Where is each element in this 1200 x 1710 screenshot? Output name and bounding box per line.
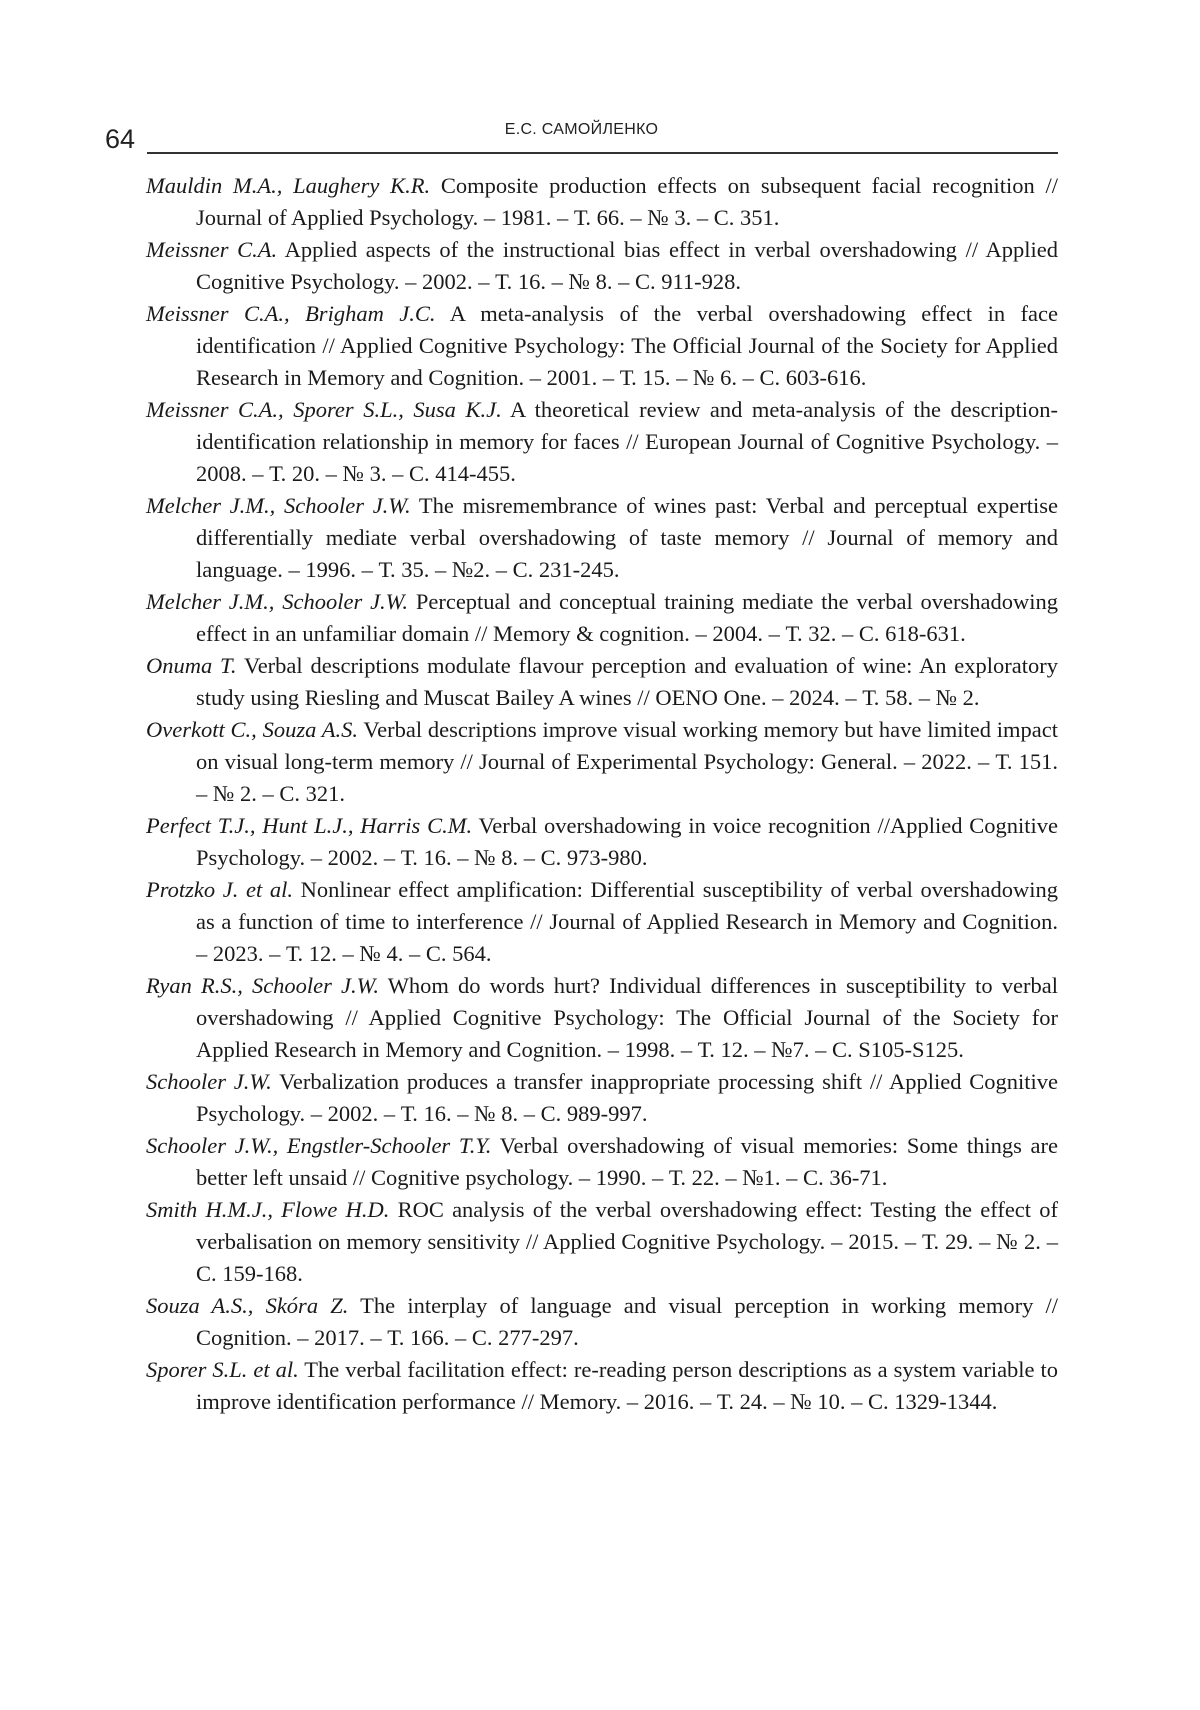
reference-list: [146, 170, 1058, 1418]
reference-authors: Melcher J.M., Schooler J.W.: [146, 589, 408, 614]
reference-item: [146, 810, 1058, 874]
reference-text: Verbal overshadowing in voice recognition //Applied Cognitive Psychology. – 2002. – Т. 16. – № 8. – С. 973-980.: [196, 813, 1058, 870]
reference-authors: Melcher J.M., Schooler J.W.: [146, 493, 411, 518]
reference-authors: Schooler J.W., Engstler-Schooler T.Y.: [146, 1133, 492, 1158]
reference-authors: Protzko J. et al.: [146, 877, 294, 902]
reference-text: A meta-analysis of the verbal overshadowing effect in face identification // Applied Cognitive Psychology: The Official Journal of the Society for Applied Research in Memory and Cognition. – 2001. – Т. 15. – № 6. – С. 603-616.: [196, 301, 1058, 390]
reference-item: [146, 874, 1058, 970]
reference-authors: Meissner C.A.: [146, 237, 278, 262]
reference-text: Verbalization produces a transfer inappropriate processing shift // Applied Cognitive Psychology. – 2002. – Т. 16. – № 8. – С. 989-997.: [196, 1069, 1059, 1126]
reference-authors: Ryan R.S., Schooler J.W.: [146, 973, 379, 998]
reference-text: A theoretical review and meta-analysis of the description-identification relationship in memory for faces // European Journal of Cognitive Psychology. – 2008. – Т. 20. – № 3. – С. 414-455.: [196, 397, 1058, 486]
reference-text: Verbal descriptions improve visual working memory but have limited impact on visual long-term memory // Journal of Experimental Psychology: General. – 2022. – Т. 151. – № 2. – С. 321.: [196, 717, 1058, 806]
reference-item: [146, 586, 1058, 650]
reference-authors: Schooler J.W.: [146, 1069, 272, 1094]
reference-text: Verbal overshadowing of visual memories: Some things are better left unsaid // Cognitive psychology. – 1990. – Т. 22. – №1. – С. 36-71.: [196, 1133, 1058, 1190]
reference-item: [146, 714, 1058, 810]
reference-authors: Perfect T.J., Hunt L.J., Harris C.M.: [146, 813, 473, 838]
reference-item: [146, 1066, 1058, 1130]
page-header: [105, 118, 1058, 158]
reference-item: [146, 1130, 1058, 1194]
reference-item: [146, 1290, 1058, 1354]
reference-text: The misremembrance of wines past: Verbal and perceptual expertise differentially mediate verbal overshadowing of taste memory // Journal of memory and language. – 1996. – Т. 35. – №2. – С. 231-245.: [196, 493, 1058, 582]
reference-item: [146, 1354, 1058, 1418]
reference-item: [146, 170, 1058, 234]
reference-text: Nonlinear effect amplification: Differential susceptibility of verbal overshadowing as a function of time to interference // Journal of Applied Research in Memory and Cognition. – 2023. – Т. 12. – № 4. – С. 564.: [196, 877, 1059, 966]
header-rule: [147, 152, 1058, 154]
reference-text: Composite production effects on subsequent facial recognition // Journal of Applied Psychology. – 1981. – Т. 66. – № 3. – С. 351.: [196, 173, 1058, 230]
reference-authors: Meissner C.A., Brigham J.C.: [146, 301, 436, 326]
reference-item: [146, 298, 1058, 394]
running-head: Е.С. САМОЙЛЕНКО: [504, 121, 659, 138]
reference-authors: Meissner C.A., Sporer S.L., Susa K.J.: [146, 397, 502, 422]
reference-item: [146, 1194, 1058, 1290]
reference-authors: Smith H.M.J., Flowe H.D.: [146, 1197, 390, 1222]
reference-text: Applied aspects of the instructional bias effect in verbal overshadowing // Applied Cognitive Psychology. – 2002. – Т. 16. – № 8. – С. 911-928.: [196, 237, 1058, 294]
reference-text: Whom do words hurt? Individual differences in susceptibility to verbal overshadowing // Applied Cognitive Psychology: The Official Journal of the Society for Applied Research in Memory and Cognition. – 1998. – Т. 12. – №7. – С. S105-S125.: [196, 973, 1058, 1062]
reference-authors: Mauldin M.A., Laughery K.R.: [146, 173, 431, 198]
reference-text: Perceptual and conceptual training mediate the verbal overshadowing effect in an unfamiliar domain // Memory & cognition. – 2004. – Т. 32. – С. 618-631.: [196, 589, 1059, 646]
reference-text: ROC analysis of the verbal overshadowing effect: Testing the effect of verbalisation on memory sensitivity // Applied Cognitive Psychology. – 2015. – Т. 29. – № 2. – С. 159-168.: [196, 1197, 1059, 1286]
reference-item: [146, 234, 1058, 298]
reference-item: [146, 650, 1058, 714]
reference-text: Verbal descriptions modulate flavour perception and evaluation of wine: An exploratory study using Riesling and Muscat Bailey A wines // OENO One. – 2024. – Т. 58. – № 2.: [196, 653, 1059, 710]
reference-item: [146, 490, 1058, 586]
reference-text: The interplay of language and visual perception in working memory // Cognition. – 2017. – Т. 166. – С. 277-297.: [196, 1293, 1059, 1350]
reference-authors: Sporer S.L. et al.: [146, 1357, 299, 1382]
reference-item: [146, 394, 1058, 490]
page-number: 64: [105, 124, 136, 154]
reference-item: [146, 970, 1058, 1066]
reference-authors: Overkott C., Souza A.S.: [146, 717, 358, 742]
reference-authors: Onuma T.: [146, 653, 237, 678]
reference-authors: Souza A.S., Skóra Z.: [146, 1293, 349, 1318]
reference-text: The verbal facilitation effect: re-reading person descriptions as a system variable to improve identification performance // Memory. – 2016. – Т. 24. – № 10. – С. 1329-1344.: [196, 1357, 1059, 1414]
